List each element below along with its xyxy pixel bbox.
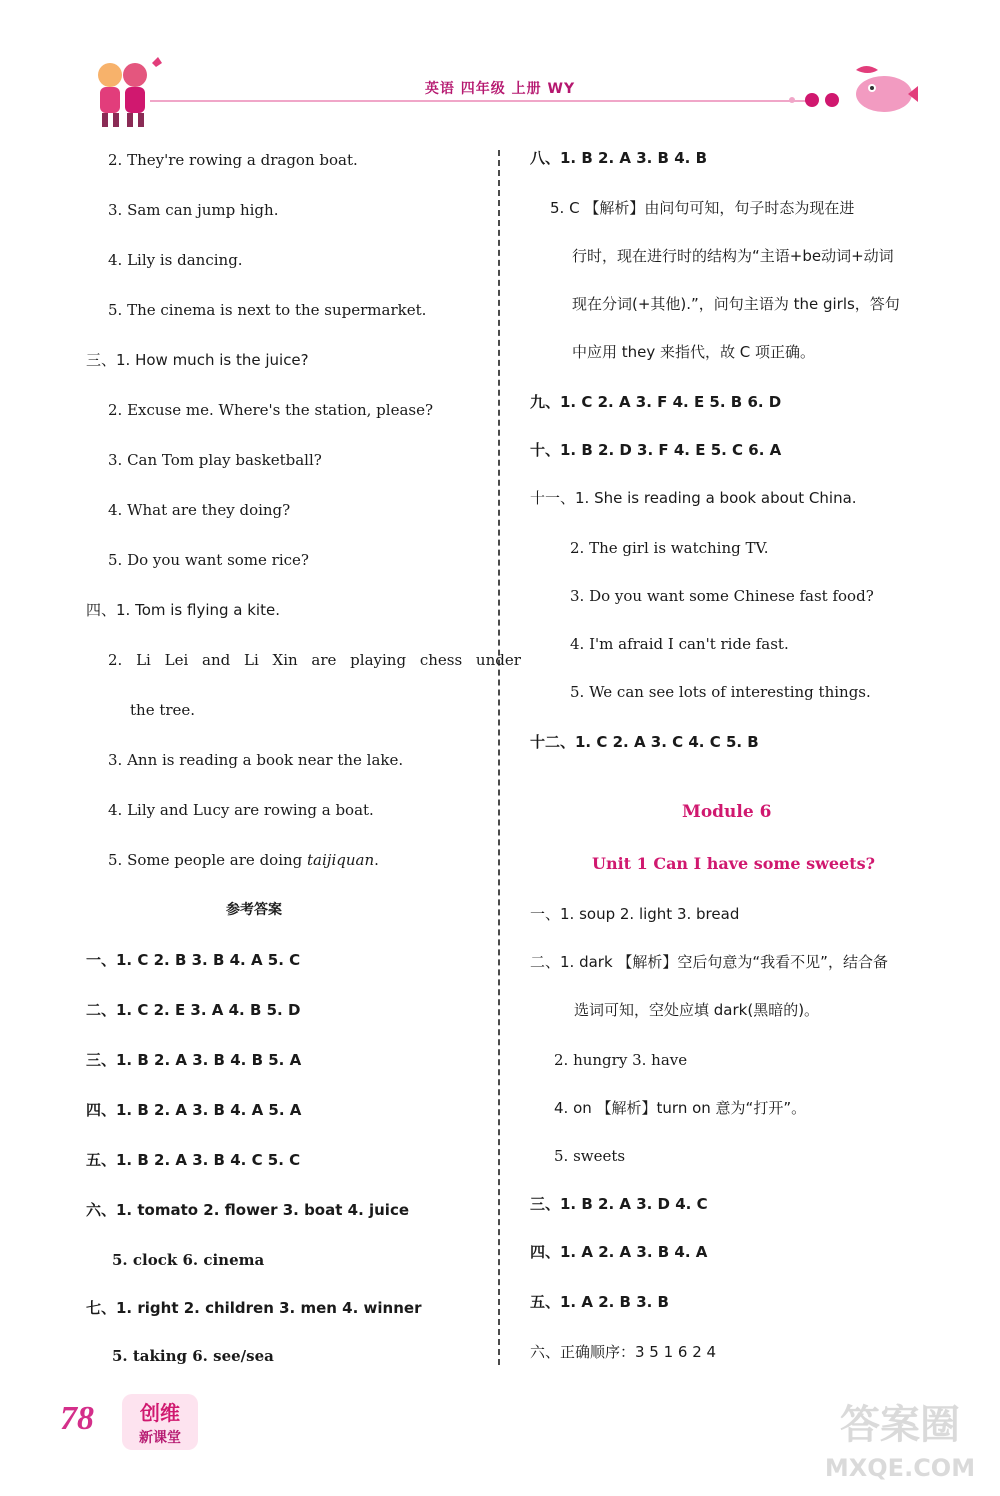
answer-line: 十、1. B 2. D 3. F 4. E 5. C 6. A <box>530 441 782 459</box>
dots-icon <box>780 88 850 112</box>
answer-line: 五、1. B 2. A 3. B 4. C 5. C <box>86 1151 301 1169</box>
watermark-icon <box>800 1390 1000 1490</box>
answer-line: 三、1. B 2. A 3. D 4. C <box>530 1195 708 1213</box>
answer-line: 四、1. A 2. A 3. B 4. A <box>530 1243 708 1261</box>
answer-line: the tree. <box>130 701 196 719</box>
answer-line: 一、1. C 2. B 3. B 4. A 5. C <box>86 951 301 969</box>
answer-line: 一、1. soup 2. light 3. bread <box>530 905 740 923</box>
answer-line: 2. Excuse me. Where's the station, please? <box>108 401 434 419</box>
answer-line: 现在分词(+其他).”，问句主语为 the girls，答句 <box>572 295 900 313</box>
answer-line: 3. Sam can jump high. <box>108 201 279 219</box>
unit-heading: Unit 1 Can I have some sweets? <box>592 854 876 873</box>
kids-icon <box>80 55 170 130</box>
answer-line: 三、1. B 2. A 3. B 4. B 5. A <box>86 1051 302 1069</box>
answer-line: 3. Do you want some Chinese fast food? <box>570 587 874 605</box>
answer-line: 4. What are they doing? <box>108 501 291 519</box>
answer-line: 4. Lily is dancing. <box>108 251 243 269</box>
answer-line: 2. hungry 3. have <box>554 1051 688 1069</box>
answer-line: 5. taking 6. see/sea <box>112 1347 274 1365</box>
answer-line: 二、1. dark 【解析】空后句意为“我看不见”，结合备 <box>530 953 888 971</box>
answer-line: 六、1. tomato 2. flower 3. boat 4. juice <box>86 1201 410 1219</box>
answer-line: 5. The cinema is next to the supermarket. <box>108 301 427 319</box>
answer-line: 七、1. right 2. children 3. men 4. winner <box>86 1299 422 1317</box>
answer-line: 六、正确顺序：3 5 1 6 2 4 <box>530 1343 717 1361</box>
answer-line: 选词可知，空处应填 dark(黑暗的)。 <box>574 1001 820 1019</box>
answer-line: 3. Ann is reading a book near the lake. <box>108 751 404 769</box>
answer-line: 2. They're rowing a dragon boat. <box>108 151 358 169</box>
answer-line: 行时，现在进行时的结构为“主语+be动词+动词 <box>572 247 894 265</box>
watermark-bottom: MXQE.COM <box>824 1454 976 1482</box>
answer-line: 四、1. Tom is flying a kite. <box>86 601 280 619</box>
module-heading: Module 6 <box>682 802 772 822</box>
answer-line: 2. The girl is watching TV. <box>570 539 769 557</box>
answer-line: 4. I'm afraid I can't ride fast. <box>570 635 789 653</box>
answer-line: 十一、1. She is reading a book about China. <box>530 489 857 507</box>
answer-line: 5. sweets <box>554 1147 626 1165</box>
header-rule <box>150 100 810 102</box>
answer-line: 4. on 【解析】turn on 意为“打开”。 <box>554 1099 807 1117</box>
answer-line-tail: . <box>374 851 379 869</box>
answer-line: 3. Can Tom play basketball? <box>108 451 322 469</box>
answer-line: 5. C 【解析】由问句可知，句子时态为现在进 <box>550 199 855 217</box>
answer-line: 5. clock 6. cinema <box>112 1251 265 1269</box>
answer-line: 四、1. B 2. A 3. B 4. A 5. A <box>86 1101 302 1119</box>
answer-line: 5. We can see lots of interesting things. <box>570 683 871 701</box>
answer-line: 4. Lily and Lucy are rowing a boat. <box>108 801 374 819</box>
header-title: 英语 四年级 上册 WY <box>424 81 576 97</box>
answer-line: 5. Do you want some rice? <box>108 551 309 569</box>
answer-line: 二、1. C 2. E 3. A 4. B 5. D <box>86 1001 301 1019</box>
watermark-top: 答案圈 <box>840 1402 960 1448</box>
fish-icon <box>848 58 920 118</box>
answer-line: 2. Li Lei and Li Xin are playing chess under <box>108 651 521 669</box>
logo-text-top: 创维 <box>140 1401 180 1425</box>
answer-line-text: 5. Some people are doing <box>108 851 308 869</box>
answer-line: 五、1. A 2. B 3. B <box>530 1293 669 1311</box>
answer-line: 八、1. B 2. A 3. B 4. B <box>530 149 708 167</box>
section-title: 参考答案 <box>226 902 282 918</box>
logo-icon <box>120 1392 200 1452</box>
answer-line: 三、1. How much is the juice? <box>86 351 309 369</box>
logo-text-bottom: 新课堂 <box>139 1430 181 1446</box>
column-divider <box>498 150 500 1365</box>
answer-line <box>108 850 379 870</box>
answer-line: 九、1. C 2. A 3. F 4. E 5. B 6. D <box>530 393 782 411</box>
italic-word: taijiquan <box>307 851 375 869</box>
page-number: 78 <box>60 1400 94 1437</box>
answer-line: 中应用 they 来指代，故 C 项正确。 <box>572 343 816 361</box>
answer-line: 十二、1. C 2. A 3. C 4. C 5. B <box>530 733 759 751</box>
